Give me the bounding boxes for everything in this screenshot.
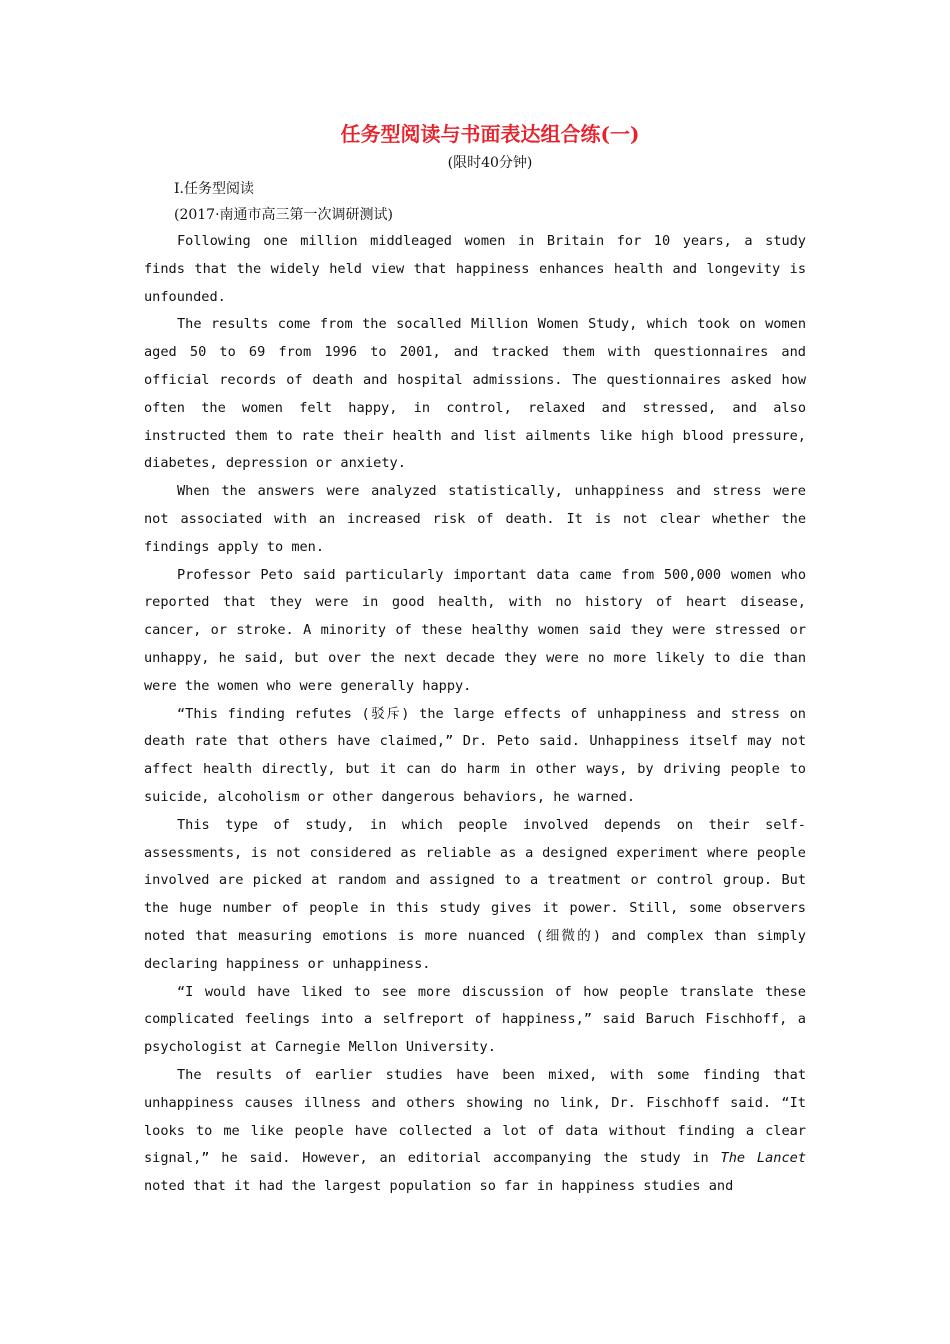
time-limit: (限时40分钟) <box>447 155 533 171</box>
paragraph-8-text-b: noted that it had the largest population so far in happiness studies and <box>144 1178 734 1195</box>
passage-paragraph-6: This type of study, in which people involved depends on their self-assessments, is not considered as reliable as a designed experiment where people involved are picked at random and assigned to a treatment or control group. But the huge number of people in this study gives it power. Still, some observers noted that measuring emotions is more nuanced (细微的) and complex than simply declaring happiness or unhappiness. <box>144 816 806 972</box>
exam-source: (2017·南通市高三第一次调研测试) <box>174 207 394 223</box>
section-heading: Ⅰ.任务型阅读 <box>174 181 254 197</box>
page-title: 任务型阅读与书面表达组合练(一) <box>340 122 640 146</box>
journal-name: The Lancet <box>720 1150 807 1167</box>
passage-paragraph-7: “I would have liked to see more discussion of how people translate these complicated feelings into a selfreport of happiness,” said Baruch Fischhoff, a psychologist at Carnegie Mellon University. <box>144 983 806 1056</box>
passage-paragraph-1: Following one million middleaged women in Britain for 10 years, a study finds that the widely held view that happiness enhances health and longevity is unfounded. <box>144 233 806 305</box>
passage-paragraph-3: When the answers were analyzed statistically, unhappiness and stress were not associated with an increased risk of death. It is not clear whether the findings apply to men. <box>144 483 806 555</box>
passage-paragraph-8 <box>144 1062 806 1201</box>
passage-paragraph-4: Professor Peto said particularly important data came from 500,000 women who reported that they were in good health, with no history of heart disease, cancer, or stroke. A minority of these healthy women said they were stressed or unhappy, he said, but over the next decade they were no more likely to die than were the women who were generally happy. <box>144 566 806 694</box>
paragraph-8-text-a: The results of earlier studies have been mixed, with some finding that unhappiness causes illness and others showing no link, Dr. Fischhoff said. “It looks to me like people have collected a lot of data without finding a clear signal,” he said. However, an editorial accompanying the study in <box>144 1066 806 1167</box>
passage-paragraph-5: “This finding refutes (驳斥) the large effects of unhappiness and stress on death rate that others have claimed,” Dr. Peto said. Unhappiness itself may not affect health directly, but it can do harm in other ways, by driving people to suicide, alcoholism or other dangerous behaviors, he warned. <box>144 705 806 805</box>
passage-paragraph-2: The results come from the socalled Million Women Study, which took on women aged 50 to 69 from 1996 to 2001, and tracked them with questionnaires and official records of death and hospital admissions. The questionnaires asked how often the women felt happy, in control, relaxed and stressed, and also instructed them to rate their health and list ailments like high blood pressure, diabetes, depression or anxiety. <box>144 316 806 472</box>
document-page <box>144 120 806 1201</box>
